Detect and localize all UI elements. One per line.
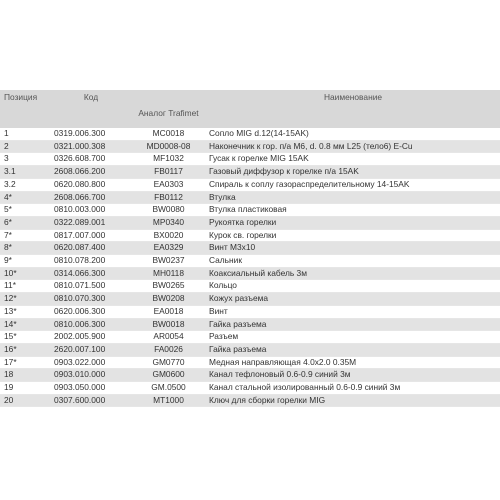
table-row [0,369,500,382]
cell-analog: GM0770 [131,356,206,369]
cell-position: 11* [0,280,51,293]
cell-analog: MD0008-08 [131,140,206,153]
cell-analog: GM0600 [131,369,206,382]
cell-code: 2002.005.900 [51,331,131,344]
parts-table-container [0,90,500,407]
cell-code: 0903.050.000 [51,382,131,395]
cell-code: 0620.006.300 [51,305,131,318]
cell-name: Кольцо [206,280,500,293]
cell-code: 0903.010.000 [51,369,131,382]
cell-name: Сальник [206,255,500,268]
cell-name: Разъем [206,331,500,344]
table-row [0,305,500,318]
cell-code: 0810.003.000 [51,204,131,217]
cell-code: 0307.600.000 [51,394,131,407]
cell-position: 6* [0,216,51,229]
cell-position: 8* [0,242,51,255]
table-row [0,128,500,140]
cell-code: 0319.006.300 [51,128,131,140]
cell-position: 9* [0,255,51,268]
table-row [0,153,500,166]
cell-analog: EA0018 [131,305,206,318]
cell-analog: MC0018 [131,128,206,140]
table-body [0,128,500,407]
table-row [0,394,500,407]
cell-position: 3.1 [0,166,51,179]
cell-position: 3.2 [0,178,51,191]
cell-analog: MP0340 [131,216,206,229]
cell-analog: MT1000 [131,394,206,407]
cell-position: 20 [0,394,51,407]
table-row [0,229,500,242]
cell-name: Втулка [206,191,500,204]
cell-position: 3 [0,153,51,166]
cell-position: 16* [0,343,51,356]
cell-code: 0314.066.300 [51,267,131,280]
cell-name: Гусак к горелке MIG 15AK [206,153,500,166]
table-row [0,293,500,306]
cell-position: 19 [0,382,51,395]
cell-name: Газовый диффузор к горелке п/а 15AK [206,166,500,179]
cell-analog: BX0020 [131,229,206,242]
cell-analog: BW0018 [131,318,206,331]
cell-code: 2608.066.700 [51,191,131,204]
cell-code: 0810.070.300 [51,293,131,306]
cell-name: Сопло MIG d.12(14-15AK) [206,128,500,140]
cell-code: 0321.000.308 [51,140,131,153]
cell-analog: BW0237 [131,255,206,268]
parts-table [0,90,500,407]
header-name: Наименование [206,90,500,128]
cell-name: Наконечник к гор. п/а M6, d. 0.8 мм L25 (тело6) E-Cu [206,140,500,153]
cell-name: Коаксиальный кабель 3м [206,267,500,280]
table-row [0,280,500,293]
cell-analog: EA0329 [131,242,206,255]
cell-analog: BW0080 [131,204,206,217]
header-position: Позиция [0,90,51,128]
cell-position: 10* [0,267,51,280]
cell-analog: FB0112 [131,191,206,204]
cell-code: 0322.089.001 [51,216,131,229]
cell-code: 0620.087.400 [51,242,131,255]
header-row [0,90,500,128]
cell-name: Рукоятка горелки [206,216,500,229]
cell-code: 0903.022.000 [51,356,131,369]
cell-analog: BW0265 [131,280,206,293]
cell-code: 0620.080.800 [51,178,131,191]
cell-position: 17* [0,356,51,369]
table-row [0,331,500,344]
cell-analog: BW0208 [131,293,206,306]
cell-analog: FB0117 [131,166,206,179]
cell-name: Канал тефлоновый 0.6-0.9 синий 3м [206,369,500,382]
cell-position: 13* [0,305,51,318]
cell-analog: MF1032 [131,153,206,166]
cell-analog: EA0303 [131,178,206,191]
cell-position: 15* [0,331,51,344]
cell-position: 4* [0,191,51,204]
cell-position: 1 [0,128,51,140]
cell-code: 0817.007.000 [51,229,131,242]
cell-code: 0326.608.700 [51,153,131,166]
table-row [0,242,500,255]
cell-name: Гайка разъема [206,318,500,331]
cell-name: Спираль к соплу газораспределительному 14-15AK [206,178,500,191]
table-row [0,191,500,204]
cell-code: 0810.006.300 [51,318,131,331]
cell-position: 18 [0,369,51,382]
table-row [0,255,500,268]
cell-name: Гайка разъема [206,343,500,356]
cell-code: 2608.066.200 [51,166,131,179]
cell-position: 12* [0,293,51,306]
cell-code: 2620.007.100 [51,343,131,356]
cell-name: Винт М3х10 [206,242,500,255]
table-row [0,318,500,331]
cell-position: 5* [0,204,51,217]
table-row [0,216,500,229]
table-header [0,90,500,128]
cell-position: 7* [0,229,51,242]
table-row [0,204,500,217]
cell-analog: MH0118 [131,267,206,280]
cell-analog: FA0026 [131,343,206,356]
cell-analog: AR0054 [131,331,206,344]
cell-position: 2 [0,140,51,153]
table-row [0,382,500,395]
table-row [0,343,500,356]
cell-name: Ключ для сборки горелки MIG [206,394,500,407]
cell-code: 0810.078.200 [51,255,131,268]
table-row [0,178,500,191]
table-row [0,166,500,179]
cell-name: Курок св. горелки [206,229,500,242]
cell-name: Винт [206,305,500,318]
cell-name: Медная направляющая 4.0х2.0 0.35M [206,356,500,369]
cell-code: 0810.071.500 [51,280,131,293]
table-row [0,140,500,153]
cell-name: Кожух разъема [206,293,500,306]
cell-analog: GM.0500 [131,382,206,395]
cell-position: 14* [0,318,51,331]
table-row [0,356,500,369]
cell-name: Канал стальной изолированный 0.6-0.9 синий 3м [206,382,500,395]
header-code: Код [51,90,131,128]
header-analog: Аналог Trafimet [131,90,206,128]
cell-name: Втулка пластиковая [206,204,500,217]
table-row [0,267,500,280]
